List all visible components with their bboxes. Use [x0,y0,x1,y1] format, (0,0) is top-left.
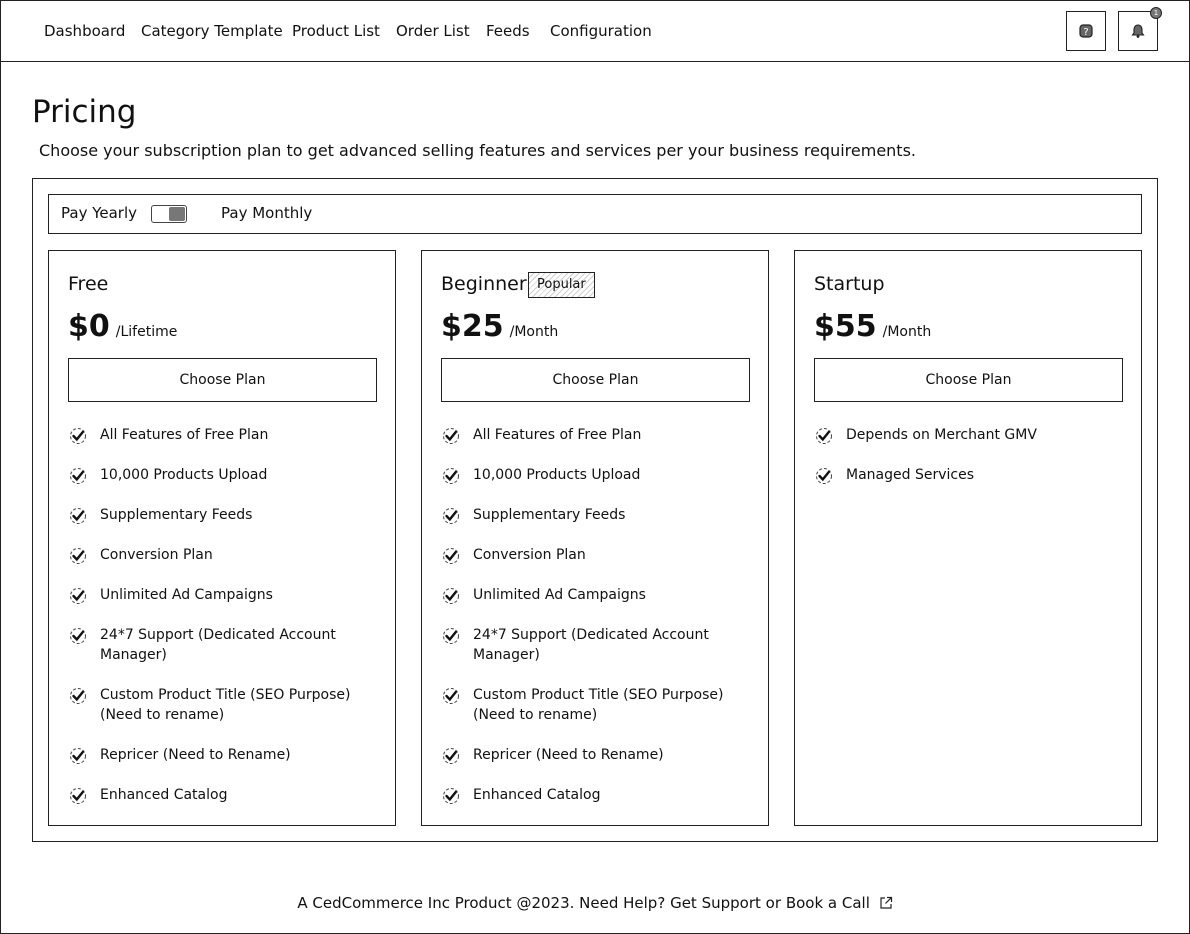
feature-item [68,685,388,725]
feature-item [814,425,1134,445]
check-badge-icon [441,506,461,526]
feature-text: 10,000 Products Upload [473,467,641,483]
feature-text: 24*7 Support (Dedicated Account Manager) [100,627,336,663]
toggle-knob [169,207,185,221]
help-icon [1078,23,1094,39]
feature-item [68,745,388,765]
feature-item [68,505,388,525]
price-period: /Month [882,324,932,340]
feature-text: 10,000 Products Upload [100,467,268,483]
popular-badge: Popular [528,272,595,298]
top-nav [0,0,1190,62]
feature-text: Unlimited Ad Campaigns [100,587,273,603]
feature-text: Supplementary Feeds [100,507,253,523]
feature-item [68,425,388,445]
check-badge-icon [441,626,461,646]
feature-item [441,425,761,445]
nav-item-dashboard[interactable]: Dashboard [44,22,126,40]
feature-text: Enhanced Catalog [100,787,228,803]
feature-item [441,505,761,525]
notification-badge: 1 [1150,7,1162,19]
billing-toggle-switch[interactable] [151,205,187,223]
page-title: Pricing [32,94,137,130]
plan-card-free [48,250,396,826]
feature-item [441,545,761,565]
choose-plan-button[interactable]: Choose Plan [814,358,1123,402]
pay-yearly-label[interactable]: Pay Yearly [61,204,138,222]
check-badge-icon [68,426,88,446]
price-period: /Month [509,324,559,340]
feature-list [68,425,388,825]
nav-item-category-template[interactable]: Category Template [141,22,283,40]
feature-item [68,625,388,665]
feature-text: Enhanced Catalog [473,787,601,803]
check-badge-icon [68,746,88,766]
feature-text: Conversion Plan [100,547,213,563]
footer [0,894,1190,912]
price-period: /Lifetime [115,324,178,340]
bell-icon [1130,23,1146,39]
check-badge-icon [441,426,461,446]
feature-list [441,425,761,825]
price-amount: $55 [814,309,877,344]
feature-text: Repricer (Need to Rename) [100,747,291,763]
footer-text: A CedCommerce Inc Product @2023. Need Help? [297,894,666,912]
pay-monthly-label[interactable]: Pay Monthly [221,204,313,222]
nav-item-order-list[interactable]: Order List [396,22,470,40]
feature-text: Repricer (Need to Rename) [473,747,664,763]
plan-price [441,309,558,344]
check-badge-icon [814,426,834,446]
feature-text: Custom Product Title (SEO Purpose) (Need to rename) [473,687,724,723]
nav-item-product-list[interactable]: Product List [292,22,380,40]
feature-text: Managed Services [846,467,974,483]
feature-text: 24*7 Support (Dedicated Account Manager) [473,627,709,663]
feature-list [814,425,1134,505]
check-badge-icon [441,686,461,706]
check-badge-icon [68,586,88,606]
feature-item [441,625,761,665]
feature-text: Custom Product Title (SEO Purpose) (Need to rename) [100,687,351,723]
book-a-call-link[interactable]: Book a Call [785,894,870,912]
plan-price [814,309,931,344]
nav-item-feeds[interactable]: Feeds [486,22,530,40]
feature-item [441,585,761,605]
footer-joiner: or [765,894,782,912]
billing-toggle-bar [48,194,1142,234]
check-badge-icon [441,586,461,606]
check-badge-icon [68,686,88,706]
check-badge-icon [441,466,461,486]
plan-name: Free [68,273,109,295]
check-badge-icon [68,506,88,526]
feature-item [441,745,761,765]
plan-name: Startup [814,273,885,295]
feature-item [68,785,388,805]
external-link-icon[interactable] [879,896,893,910]
feature-text: Supplementary Feeds [473,507,626,523]
notifications-button[interactable] [1118,11,1158,51]
help-button[interactable] [1066,11,1106,51]
feature-item [441,685,761,725]
choose-plan-button[interactable]: Choose Plan [441,358,750,402]
plan-name: Beginner [441,273,527,295]
feature-item [68,465,388,485]
check-badge-icon [68,466,88,486]
check-badge-icon [441,546,461,566]
check-badge-icon [68,626,88,646]
feature-text: All Features of Free Plan [100,427,269,443]
svg-text:?: ? [1083,27,1089,38]
check-badge-icon [68,786,88,806]
plan-card-beginner [421,250,769,826]
feature-text: Conversion Plan [473,547,586,563]
nav-item-configuration[interactable]: Configuration [550,22,652,40]
check-badge-icon [441,786,461,806]
feature-text: All Features of Free Plan [473,427,642,443]
feature-item [68,585,388,605]
price-amount: $25 [441,309,504,344]
feature-text: Unlimited Ad Campaigns [473,587,646,603]
choose-plan-button[interactable]: Choose Plan [68,358,377,402]
feature-item [814,465,1134,485]
check-badge-icon [68,546,88,566]
feature-item [441,785,761,805]
feature-item [68,545,388,565]
price-amount: $0 [68,309,110,344]
plan-card-startup [794,250,1142,826]
get-support-link[interactable]: Get Support [670,894,761,912]
check-badge-icon [441,746,461,766]
feature-item [441,465,761,485]
check-badge-icon [814,466,834,486]
page-subtitle: Choose your subscription plan to get advanced selling features and services per your business requirements. [39,141,916,160]
plan-price [68,309,177,344]
feature-text: Depends on Merchant GMV [846,427,1037,443]
